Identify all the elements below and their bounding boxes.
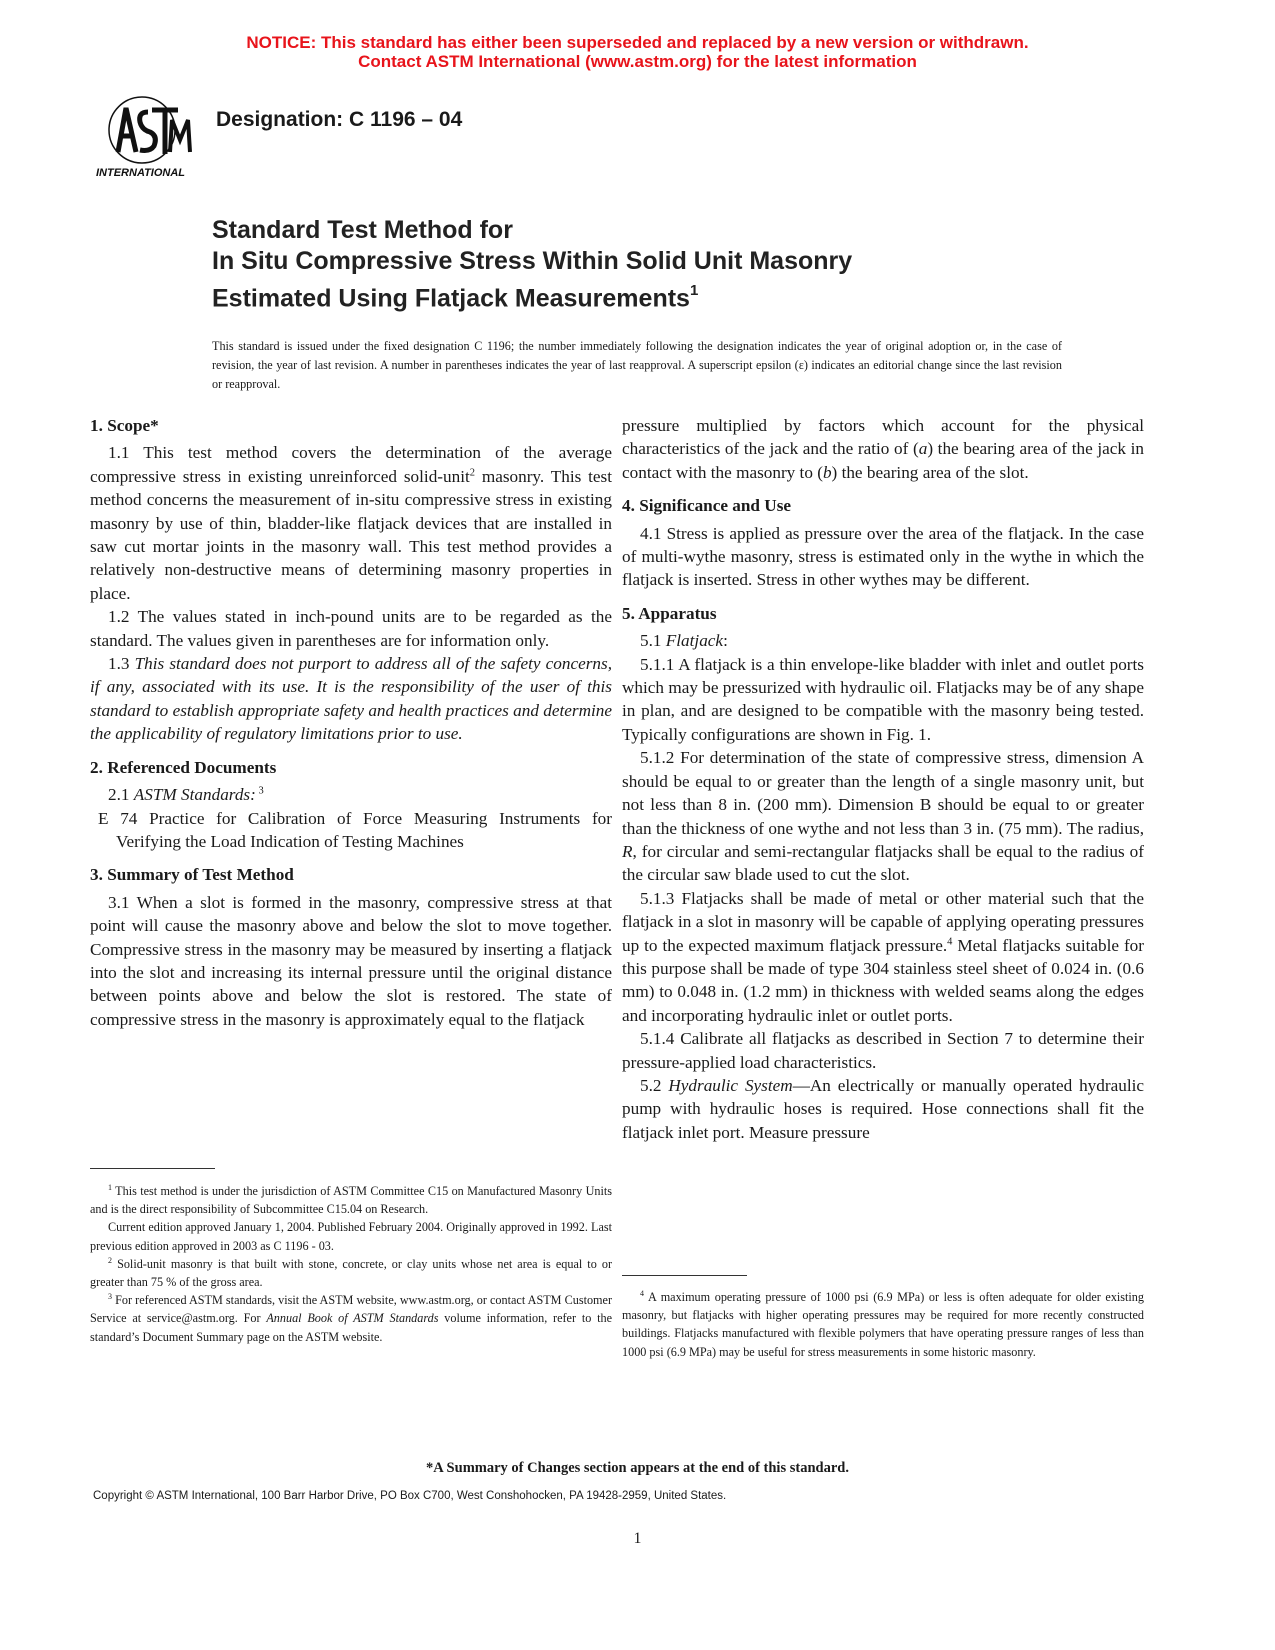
section-4-heading: 4. Significance and Use [622, 496, 792, 516]
document-title [212, 215, 852, 314]
footnote-3-italic: Annual Book of ASTM Standards [266, 1311, 439, 1326]
footnote-1-b: Current edition approved January 1, 2004. Published February 2004. Originally approved in 1992. Last previous edition approved in 2003 as C 1196 - 03. [90, 1220, 612, 1253]
footnote-ref-2: 2 [469, 467, 475, 479]
para-3-1: 3.1 When a slot is formed in the masonry, compressive stress at that point will cause the masonry above and below the slot to move together. Compressive stress in the masonry may be measured by inserting a flatjack into the slot and increasing its internal pressure until the original distance between points above and below the slot is restored. The state of compressive stress in the masonry is approximately equal to the flatjack [90, 892, 612, 1029]
footnote-4-mark: 4 [640, 1288, 644, 1298]
notice-line-2: Contact ASTM International (www.astm.org) for the latest information [358, 52, 917, 71]
section-3-heading: 3. Summary of Test Method [90, 865, 294, 885]
para-1-3-text: This standard does not purport to address all of the safety concerns, if any, associated with its use. It is the responsibility of the user of this standard to establish appropriate safety and health practices and determine the applicability of regulatory limitations prior to use. [90, 654, 612, 744]
para-1-2: 1.2 The values stated in inch-pound units are to be regarded as the standard. The values given in parentheses are for information only. [90, 607, 612, 650]
astm-logo [96, 90, 200, 182]
footnotes-left [90, 1182, 612, 1346]
right-column [622, 414, 1144, 1144]
notice-line-1: NOTICE: This standard has either been superseded and replaced by a new version or withdrawn. [246, 33, 1029, 52]
footnote-3-mark: 3 [108, 1292, 112, 1302]
copyright: Copyright © ASTM International, 100 Barr Harbor Drive, PO Box C700, West Conshohocken, PA 19428-2959, United States. [93, 1490, 727, 1502]
para-3-1-italic-b: b [822, 462, 832, 482]
title-footnote-mark: 1 [689, 282, 699, 299]
para-2-1 [90, 783, 612, 806]
para-4-1: 4.1 Stress is applied as pressure over the area of the flatjack. In the case of multi-wythe masonry, stress is estimated only in the wythe in which the flatjack is inserted. Stress in other wythes may be different. [622, 523, 1144, 590]
left-column [90, 414, 612, 1031]
para-5-1-colon: : [723, 631, 728, 651]
para-5-1-3-text-cont: Metal flatjacks suitable for this purpose shall be made of type 304 stainless steel sheet of 0.024 in. (0.6 mm) to 0.048 in. (1.2 mm) in thickness with welded seams along the edges and incorporating hydraulic inlet or outlet ports. [622, 935, 1145, 1025]
title-line-1: Standard Test Method for [212, 216, 513, 244]
issuance-note: This standard is issued under the fixed designation C 1196; the number immediately following the designation indicates the year of original adoption or, in the case of revision, the year of last revision. A number in parentheses indicates the year of last reapproval. A superscript epsilon (ε) indicates an editorial change since the last revision or reapproval. [212, 339, 1062, 391]
footnote-2-mark: 2 [108, 1255, 112, 1265]
footnote-rule-right [622, 1275, 747, 1276]
para-3-1-cont-b: ) the bearing area of the jack in contact with the masonry to ( [622, 439, 1144, 482]
para-5-1-2 [622, 746, 1144, 886]
para-5-1-3-text: 5.1.3 Flatjacks shall be made of metal or other material such that the flatjack in a slot in masonry will be capable of applying operating pressures up to the expected maximum flatjack pressure. [622, 888, 1144, 955]
section-2-heading: 2. Referenced Documents [90, 757, 277, 777]
footnote-ref-3: 3 [255, 785, 264, 797]
para-2-1-num: 2.1 [108, 785, 134, 805]
para-1-1-text-cont: masonry. This test method concerns the measurement of in-situ compressive stress in existing masonry by use of thin, bladder-like flatjack devices that are installed in saw cut mortar joints in the masonry wall. This test method provides a relatively non-destructive means of determining masonry properties in place. [90, 466, 612, 603]
section-5-heading: 5. Apparatus [622, 603, 717, 623]
para-1-1 [90, 441, 612, 605]
para-3-1-cont-a: pressure multiplied by factors which account for the physical characteristics of the jack and the ratio of ( [622, 416, 1144, 459]
footnotes-right [622, 1288, 1144, 1361]
para-2-1-text: ASTM Standards: [133, 785, 256, 805]
para-1-1-text: 1.1 This test method covers the determination of the average compressive stress in existing unreinforced solid-unit [90, 443, 612, 486]
para-5-2-num: 5.2 [640, 1075, 669, 1095]
para-5-2-text: —An electrically or manually operated hydraulic pump with hydraulic hoses is required. Hose connections shall fit the flatjack inlet port. Measure pressure [622, 1075, 1144, 1142]
footnote-3 [90, 1291, 612, 1346]
para-5-1-2-text-cont: , for circular and semi-rectangular flatjacks shall be equal to the radius of the circular saw blade used to cut the slot. [622, 841, 1144, 885]
para-5-2 [622, 1074, 1144, 1144]
footnote-2-text: Solid-unit masonry is that built with stone, concrete, or clay units whose net area is equal to or greater than 75 % of the gross area. [90, 1256, 612, 1290]
para-5-2-italic: Hydraulic System [668, 1075, 793, 1095]
para-3-1-cont [622, 414, 1144, 484]
astm-logo-icon [96, 90, 200, 182]
para-5-1-num: 5.1 [640, 631, 666, 651]
para-5-1-text: Flatjack [665, 631, 724, 651]
designation: Designation: C 1196 – 04 [216, 108, 463, 131]
footnote-rule-left [90, 1168, 215, 1169]
footnote-3-text-cont: volume information, refer to the standard’s Document Summary page on the ASTM website. [90, 1311, 612, 1344]
section-1-heading: 1. Scope* [90, 416, 159, 435]
para-5-1-2-text: 5.1.2 For determination of the state of compressive stress, dimension A should be equal to or greater than the length of a single masonry unit, but not less than 8 in. (200 mm). Dimension B should be equal to or greater than the thickness of one wythe and not less than 3 in. (75 mm). The radius, [622, 748, 1144, 838]
para-5-1 [622, 629, 1144, 652]
summary-of-changes-note: *A Summary of Changes section appears at the end of this standard. [426, 1460, 849, 1476]
para-1-3 [90, 652, 612, 746]
para-5-1-3 [622, 887, 1144, 1027]
para-5-1-4: 5.1.4 Calibrate all flatjacks as described in Section 7 to determine their pressure-applied load characteristics. [622, 1029, 1144, 1072]
para-3-1-italic-a: a [918, 439, 928, 459]
title-line-3 [212, 277, 852, 314]
footnote-4-text: A maximum operating pressure of 1000 psi (6.9 MPa) or less is often adequate for older existing masonry, but flatjacks with higher operating pressures may be required for more recently constructed buildings. Flatjacks manufactured with flexible polymers that have operating pressure ranges of less than 1000 psi (6.9 MPa) may be useful for stress measurements in some historic masonry. [622, 1290, 1144, 1359]
footnote-ref-4: 4 [947, 935, 953, 947]
page-number: 1 [633, 1530, 642, 1547]
para-1-3-num: 1.3 [108, 654, 135, 674]
ref-e74: E 74 Practice for Calibration of Force Measuring Instruments for Verifying the Load Indication of Testing Machines [98, 808, 612, 851]
footnote-1-mark: 1 [108, 1182, 112, 1192]
footnote-3-text: For referenced ASTM standards, visit the ASTM website, www.astm.org, or contact ASTM Customer Service at service@astm.org. For [90, 1293, 612, 1326]
title-line-2: In Situ Compressive Stress Within Solid Unit Masonry [212, 247, 853, 275]
footnote-4 [622, 1288, 1144, 1361]
footnote-2 [90, 1255, 612, 1291]
footnote-1 [90, 1182, 612, 1218]
para-3-1-cont-c: ) the bearing area of the slot. [831, 462, 1029, 482]
para-5-1-2-italic: R [622, 841, 633, 861]
title-line-3-text: Estimated Using Flatjack Measurements [212, 284, 690, 313]
logo-wordmark: INTERNATIONAL [96, 167, 186, 179]
para-5-1-1: 5.1.1 A flatjack is a thin envelope-like bladder with inlet and outlet ports which may be pressurized with hydraulic oil. Flatjacks may be of any shape in plan, and are designed to be compatible with the masonry being tested. Typically configurations are shown in Fig. 1. [622, 654, 1144, 744]
footnote-1-text: This test method is under the jurisdiction of ASTM Committee C15 on Manufactured Masonry Units and is the direct responsibility of Subcommittee C15.04 on Research. [90, 1184, 612, 1217]
